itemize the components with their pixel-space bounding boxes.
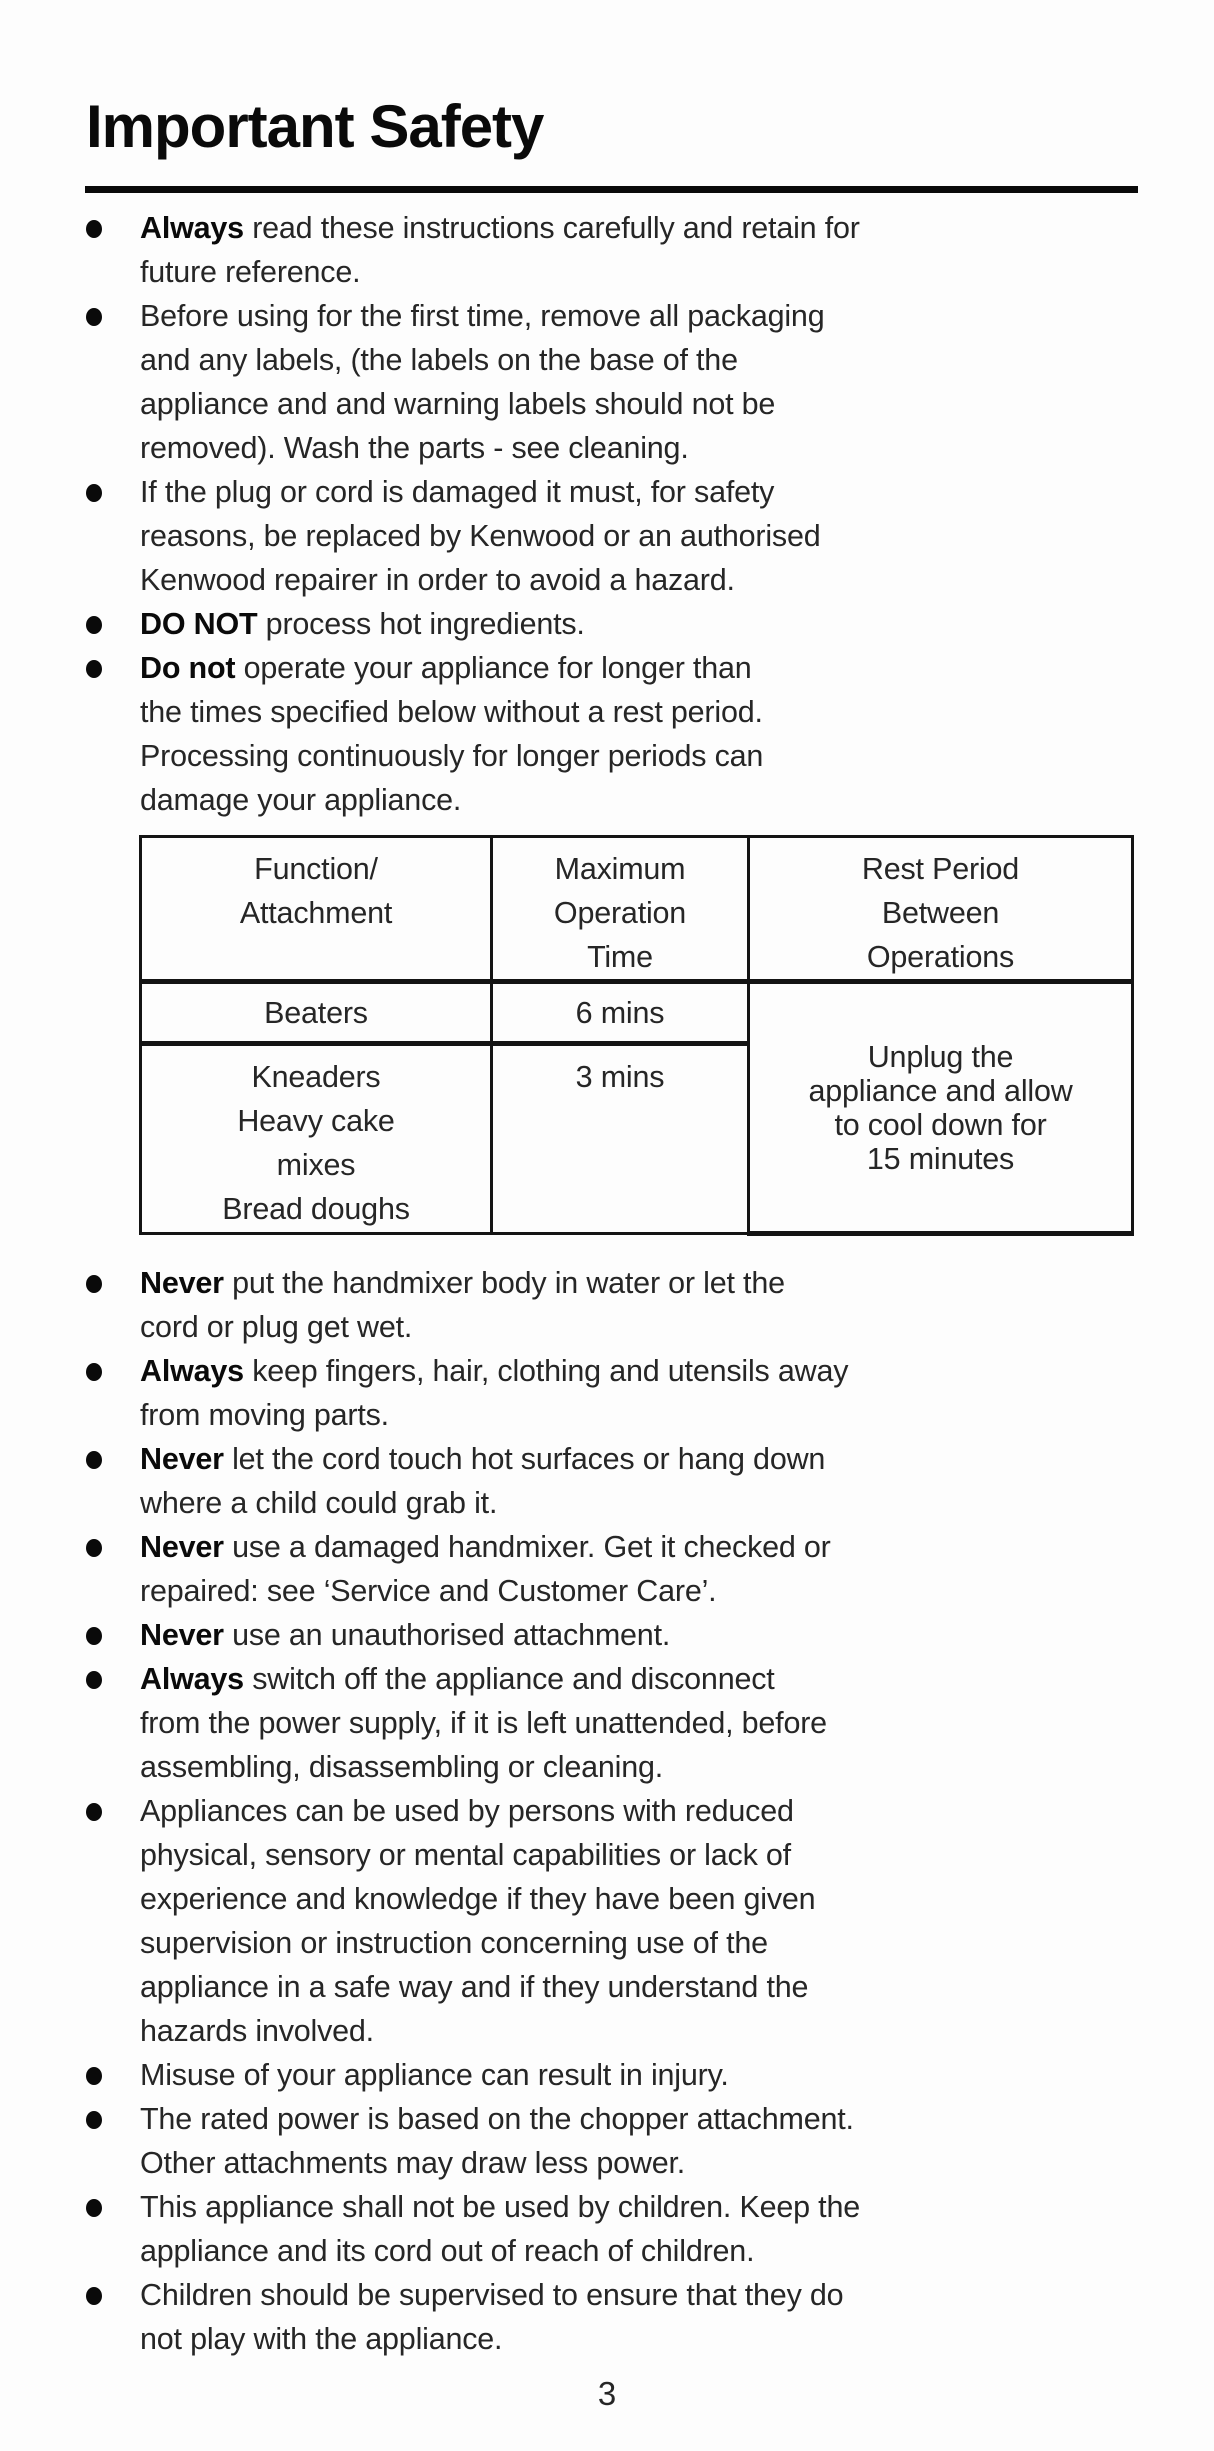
table-header-row <box>141 837 1133 982</box>
emphasis-keyword: Always <box>140 1662 244 1696</box>
emphasis-keyword: Never <box>140 1530 224 1564</box>
safety-list-before-table <box>85 206 1165 822</box>
safety-list-item: If the plug or cord is damaged it must, for safety reasons, be replaced by Kenwood or an authorised Kenwood repairer in order to avoid a hazard. <box>85 470 1165 602</box>
safety-list-item: Do not operate your appliance for longer than the times specified below without a rest period. Processing continuously for longer periods can damage your appliance. <box>85 646 1165 822</box>
title-rule <box>85 186 1138 193</box>
page-number: 3 <box>597 2375 617 2412</box>
emphasis-keyword: DO NOT <box>140 607 258 641</box>
safety-list-item: Never use a damaged handmixer. Get it checked or repaired: see ‘Service and Customer Care’. <box>85 1525 1165 1613</box>
emphasis-keyword: Do not <box>140 651 236 685</box>
safety-list-item: Always keep fingers, hair, clothing and utensils away from moving parts. <box>85 1349 1165 1437</box>
safety-list-item: Always read these instructions carefully and retain for future reference. <box>85 206 1165 294</box>
emphasis-keyword: Never <box>140 1618 224 1652</box>
safety-list-item: Children should be supervised to ensure that they do not play with the appliance. <box>85 2273 1165 2361</box>
table-header-cell: Rest Period Between Operations <box>749 837 1133 982</box>
safety-list-item: DO NOT process hot ingredients. <box>85 602 1165 646</box>
table-body <box>141 982 1133 1234</box>
safety-list-item: Appliances can be used by persons with reduced physical, sensory or mental capabilities or lack of experience and knowledge if they have been given supervision or instruction concerning use of the appliance in a safe way and if they understand the hazards involved. <box>85 1789 1165 2053</box>
max-time-cell: 3 mins <box>492 1044 749 1234</box>
max-time-cell: 6 mins <box>492 982 749 1044</box>
safety-list-item: Never use an unauthorised attachment. <box>85 1613 1165 1657</box>
table-header-cell: Maximum Operation Time <box>492 837 749 982</box>
emphasis-keyword: Always <box>140 211 244 245</box>
safety-list-item: This appliance shall not be used by children. Keep the appliance and its cord out of reach of children. <box>85 2185 1165 2273</box>
operation-limits-table <box>139 835 1134 1236</box>
safety-list-after-table <box>85 1261 1165 2361</box>
table-header-cell: Function/ Attachment <box>141 837 492 982</box>
function-cell: Kneaders Heavy cake mixes Bread doughs <box>141 1044 492 1234</box>
emphasis-keyword: Always <box>140 1354 244 1388</box>
emphasis-keyword: Never <box>140 1266 224 1300</box>
emphasis-keyword: Never <box>140 1442 224 1476</box>
safety-list-item: Never put the handmixer body in water or let the cord or plug get wet. <box>85 1261 1165 1349</box>
function-cell: Beaters <box>141 982 492 1044</box>
safety-list-item: Before using for the first time, remove all packaging and any labels, (the labels on the base of the appliance and and warning labels should not be removed). Wash the parts - see cleaning. <box>85 294 1165 470</box>
safety-list-item: Always switch off the appliance and disconnect from the power supply, if it is left unattended, before assembling, disassembling or cleaning. <box>85 1657 1165 1789</box>
rest-period-cell: Unplug the appliance and allow to cool down for 15 minutes <box>749 982 1133 1234</box>
safety-list-item: Never let the cord touch hot surfaces or hang down where a child could grab it. <box>85 1437 1165 1525</box>
page-title: Important Safety <box>86 93 544 160</box>
table-row <box>141 982 1133 1044</box>
safety-list-item: Misuse of your appliance can result in injury. <box>85 2053 1165 2097</box>
safety-list-item: The rated power is based on the chopper attachment. Other attachments may draw less power. <box>85 2097 1165 2185</box>
